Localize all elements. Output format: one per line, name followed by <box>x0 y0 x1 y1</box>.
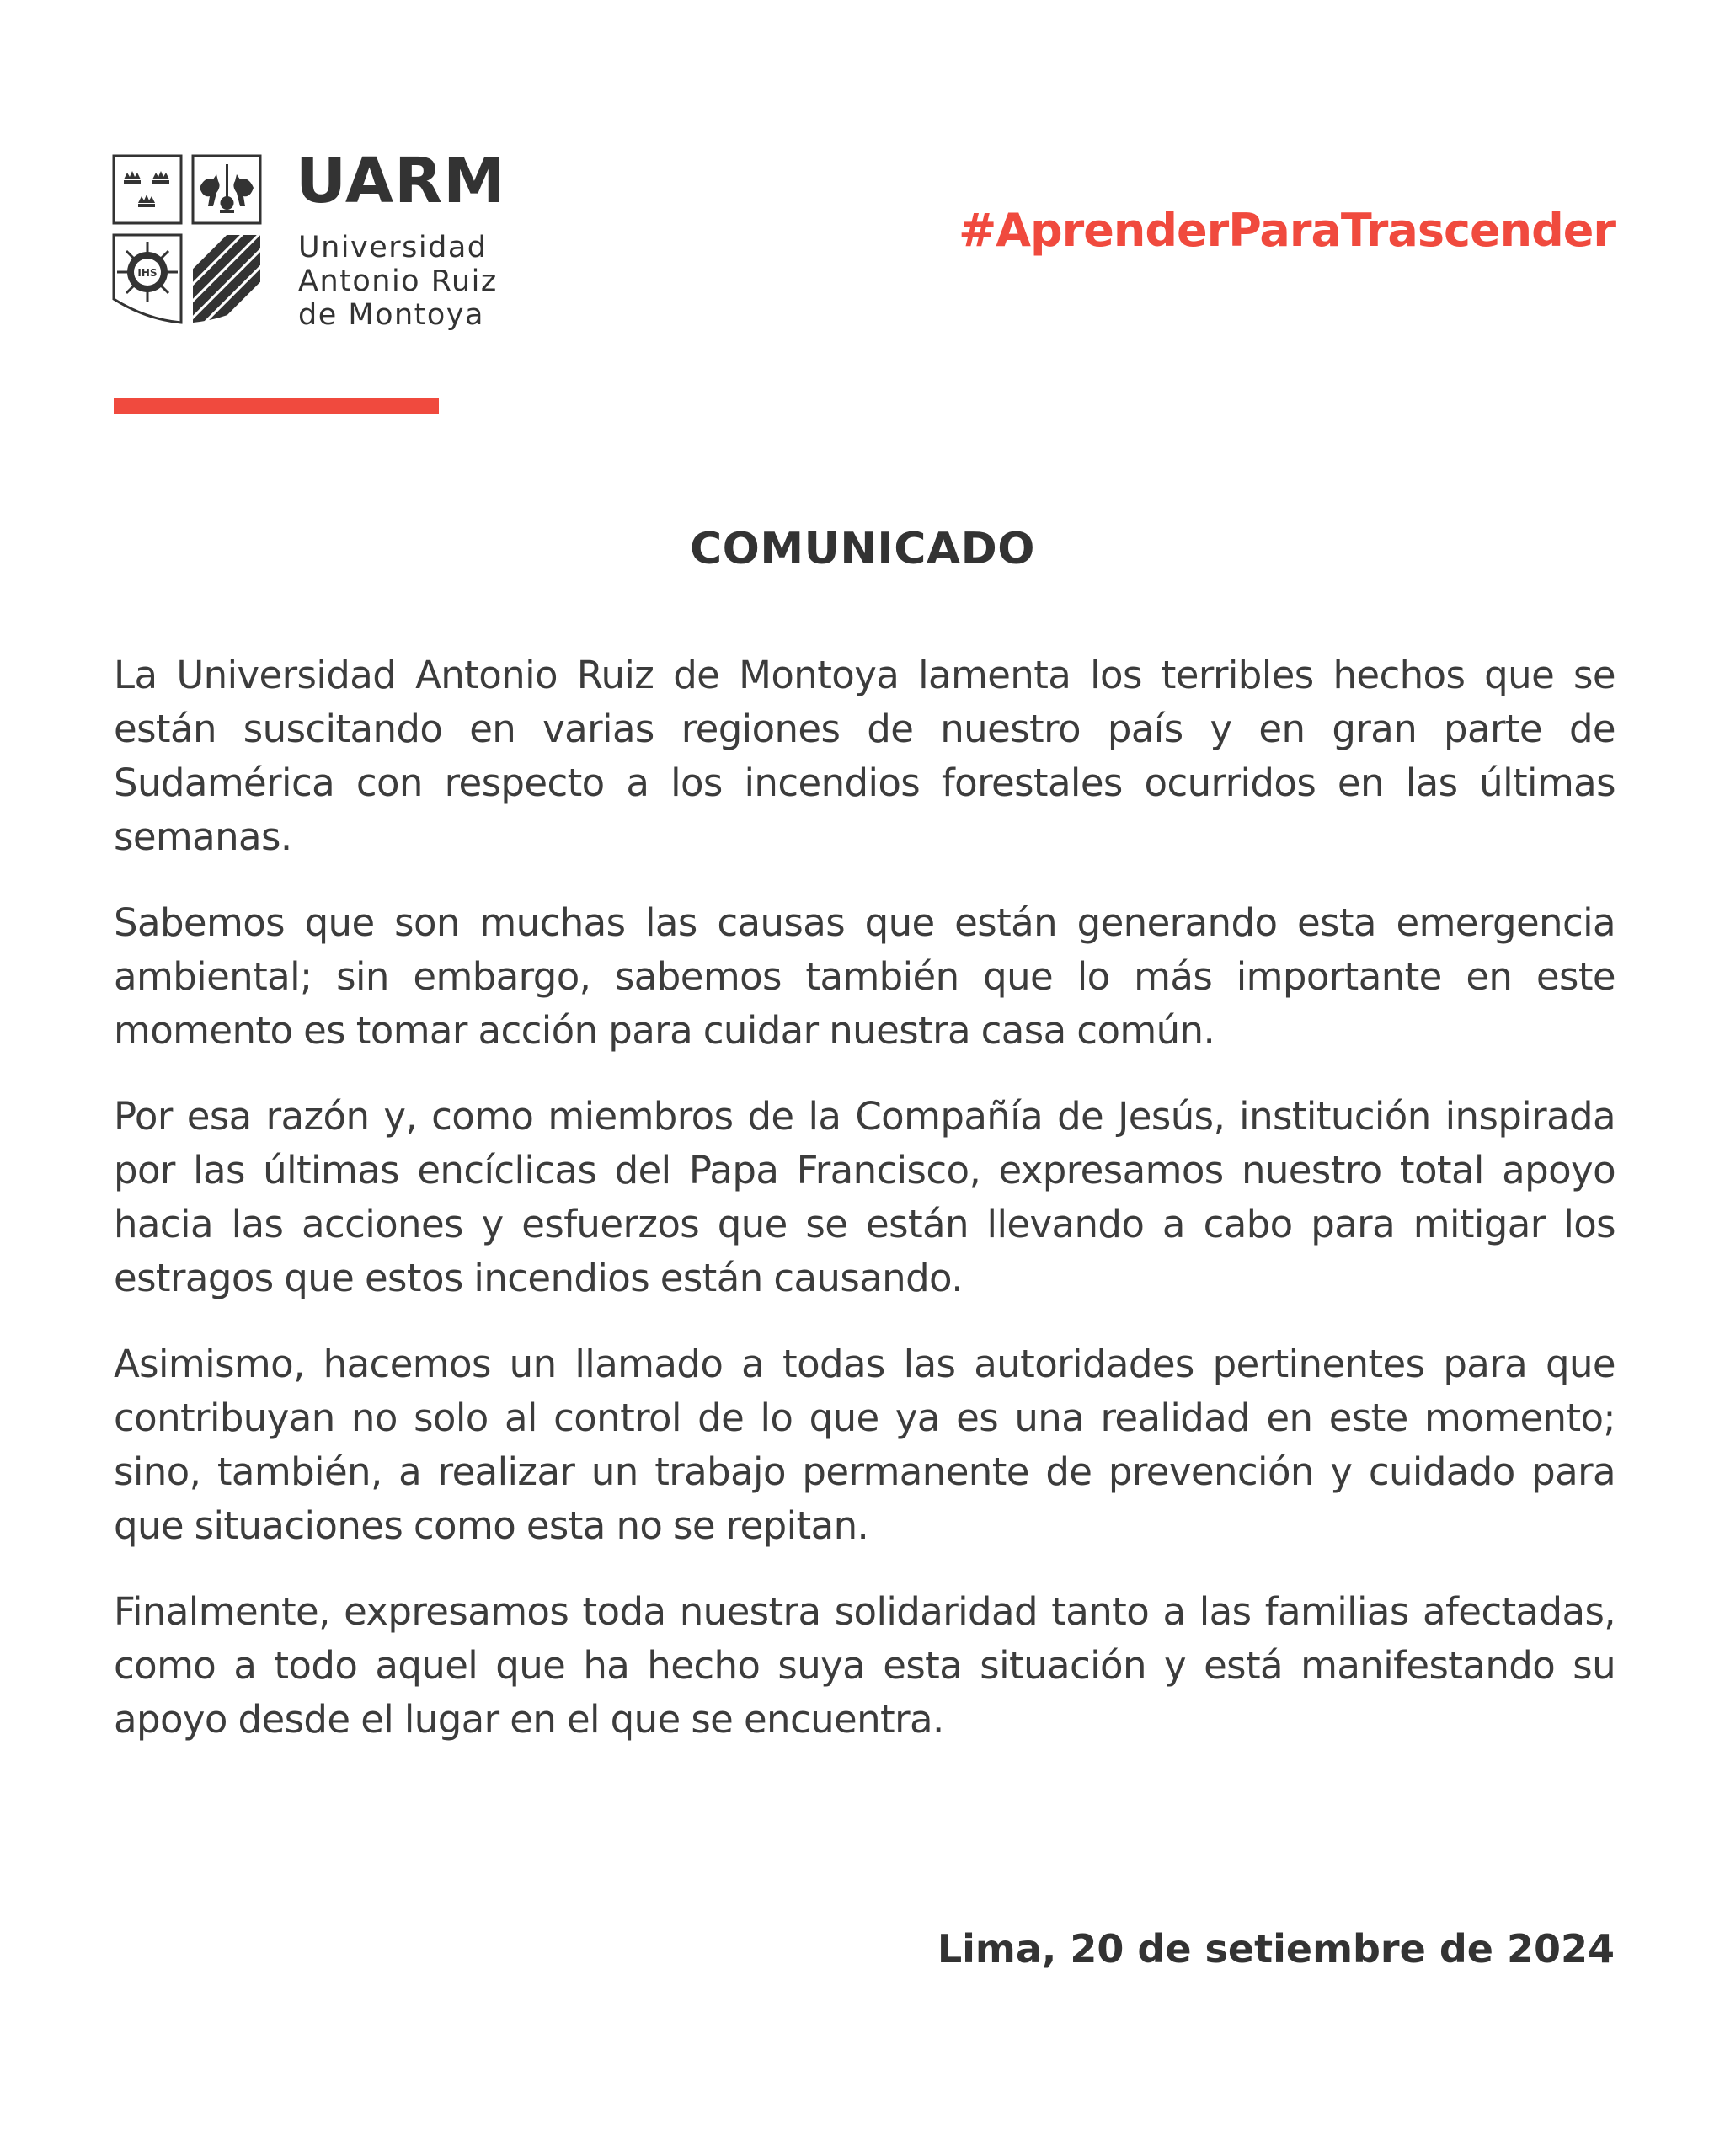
svg-text:IHS: IHS <box>137 267 158 279</box>
logo-university-name <box>298 231 498 332</box>
wolves-cauldron-icon <box>200 164 254 213</box>
logo-name-line: Antonio Ruiz <box>298 264 498 298</box>
document-body <box>114 648 1616 1779</box>
body-paragraph: Por esa razón y, como miembros de la Compañía de Jesús, institución inspirada por las últimas encíclicas del Papa Francisco, expresamos nuestro total apoyo hacia las acciones y esfuerzos que se están llevando a cabo para mitigar los estragos que estos incendios están causando. <box>114 1094 1616 1300</box>
logo-name-line: Universidad <box>298 231 488 264</box>
campaign-hashtag: #AprenderParaTrascender <box>958 204 1615 257</box>
body-paragraph: Finalmente, expresamos toda nuestra solidaridad tanto a las familias afectadas, como a todo aquel que ha hecho suya esta situación y está manifestando su apoyo desde el lugar en el que se encuentra. <box>114 1589 1616 1742</box>
body-paragraph: La Universidad Antonio Ruiz de Montoya lamenta los terribles hechos que se están suscitando en varias regiones de nuestro país y en gran parte de Sudamérica con respecto a los incendios forestales ocurridos en las últimas semanas. <box>114 653 1616 859</box>
crowns-icon <box>124 171 169 207</box>
university-shield-logo <box>112 154 262 328</box>
logo-acronym: UARM <box>296 145 506 217</box>
logo-name-line: de Montoya <box>298 298 484 332</box>
accent-divider <box>114 398 439 414</box>
document-date: Lima, 20 de setiembre de 2024 <box>937 1926 1615 1972</box>
document-title: COMUNICADO <box>690 524 1035 574</box>
body-paragraph: Sabemos que son muchas las causas que están generando esta emergencia ambiental; sin embargo, sabemos también que lo más importante en este momento es tomar acción para cuidar nuestra casa común. <box>114 900 1616 1053</box>
body-paragraph: Asimismo, hacemos un llamado a todas las autoridades pertinentes para que contribuyan no solo al control de lo que ya es una realidad en este momento; sino, también, a realizar un trabajo permanente de prevención y cuidado para que situaciones como esta no se repitan. <box>114 1342 1616 1548</box>
ihs-sun-icon <box>117 242 178 302</box>
